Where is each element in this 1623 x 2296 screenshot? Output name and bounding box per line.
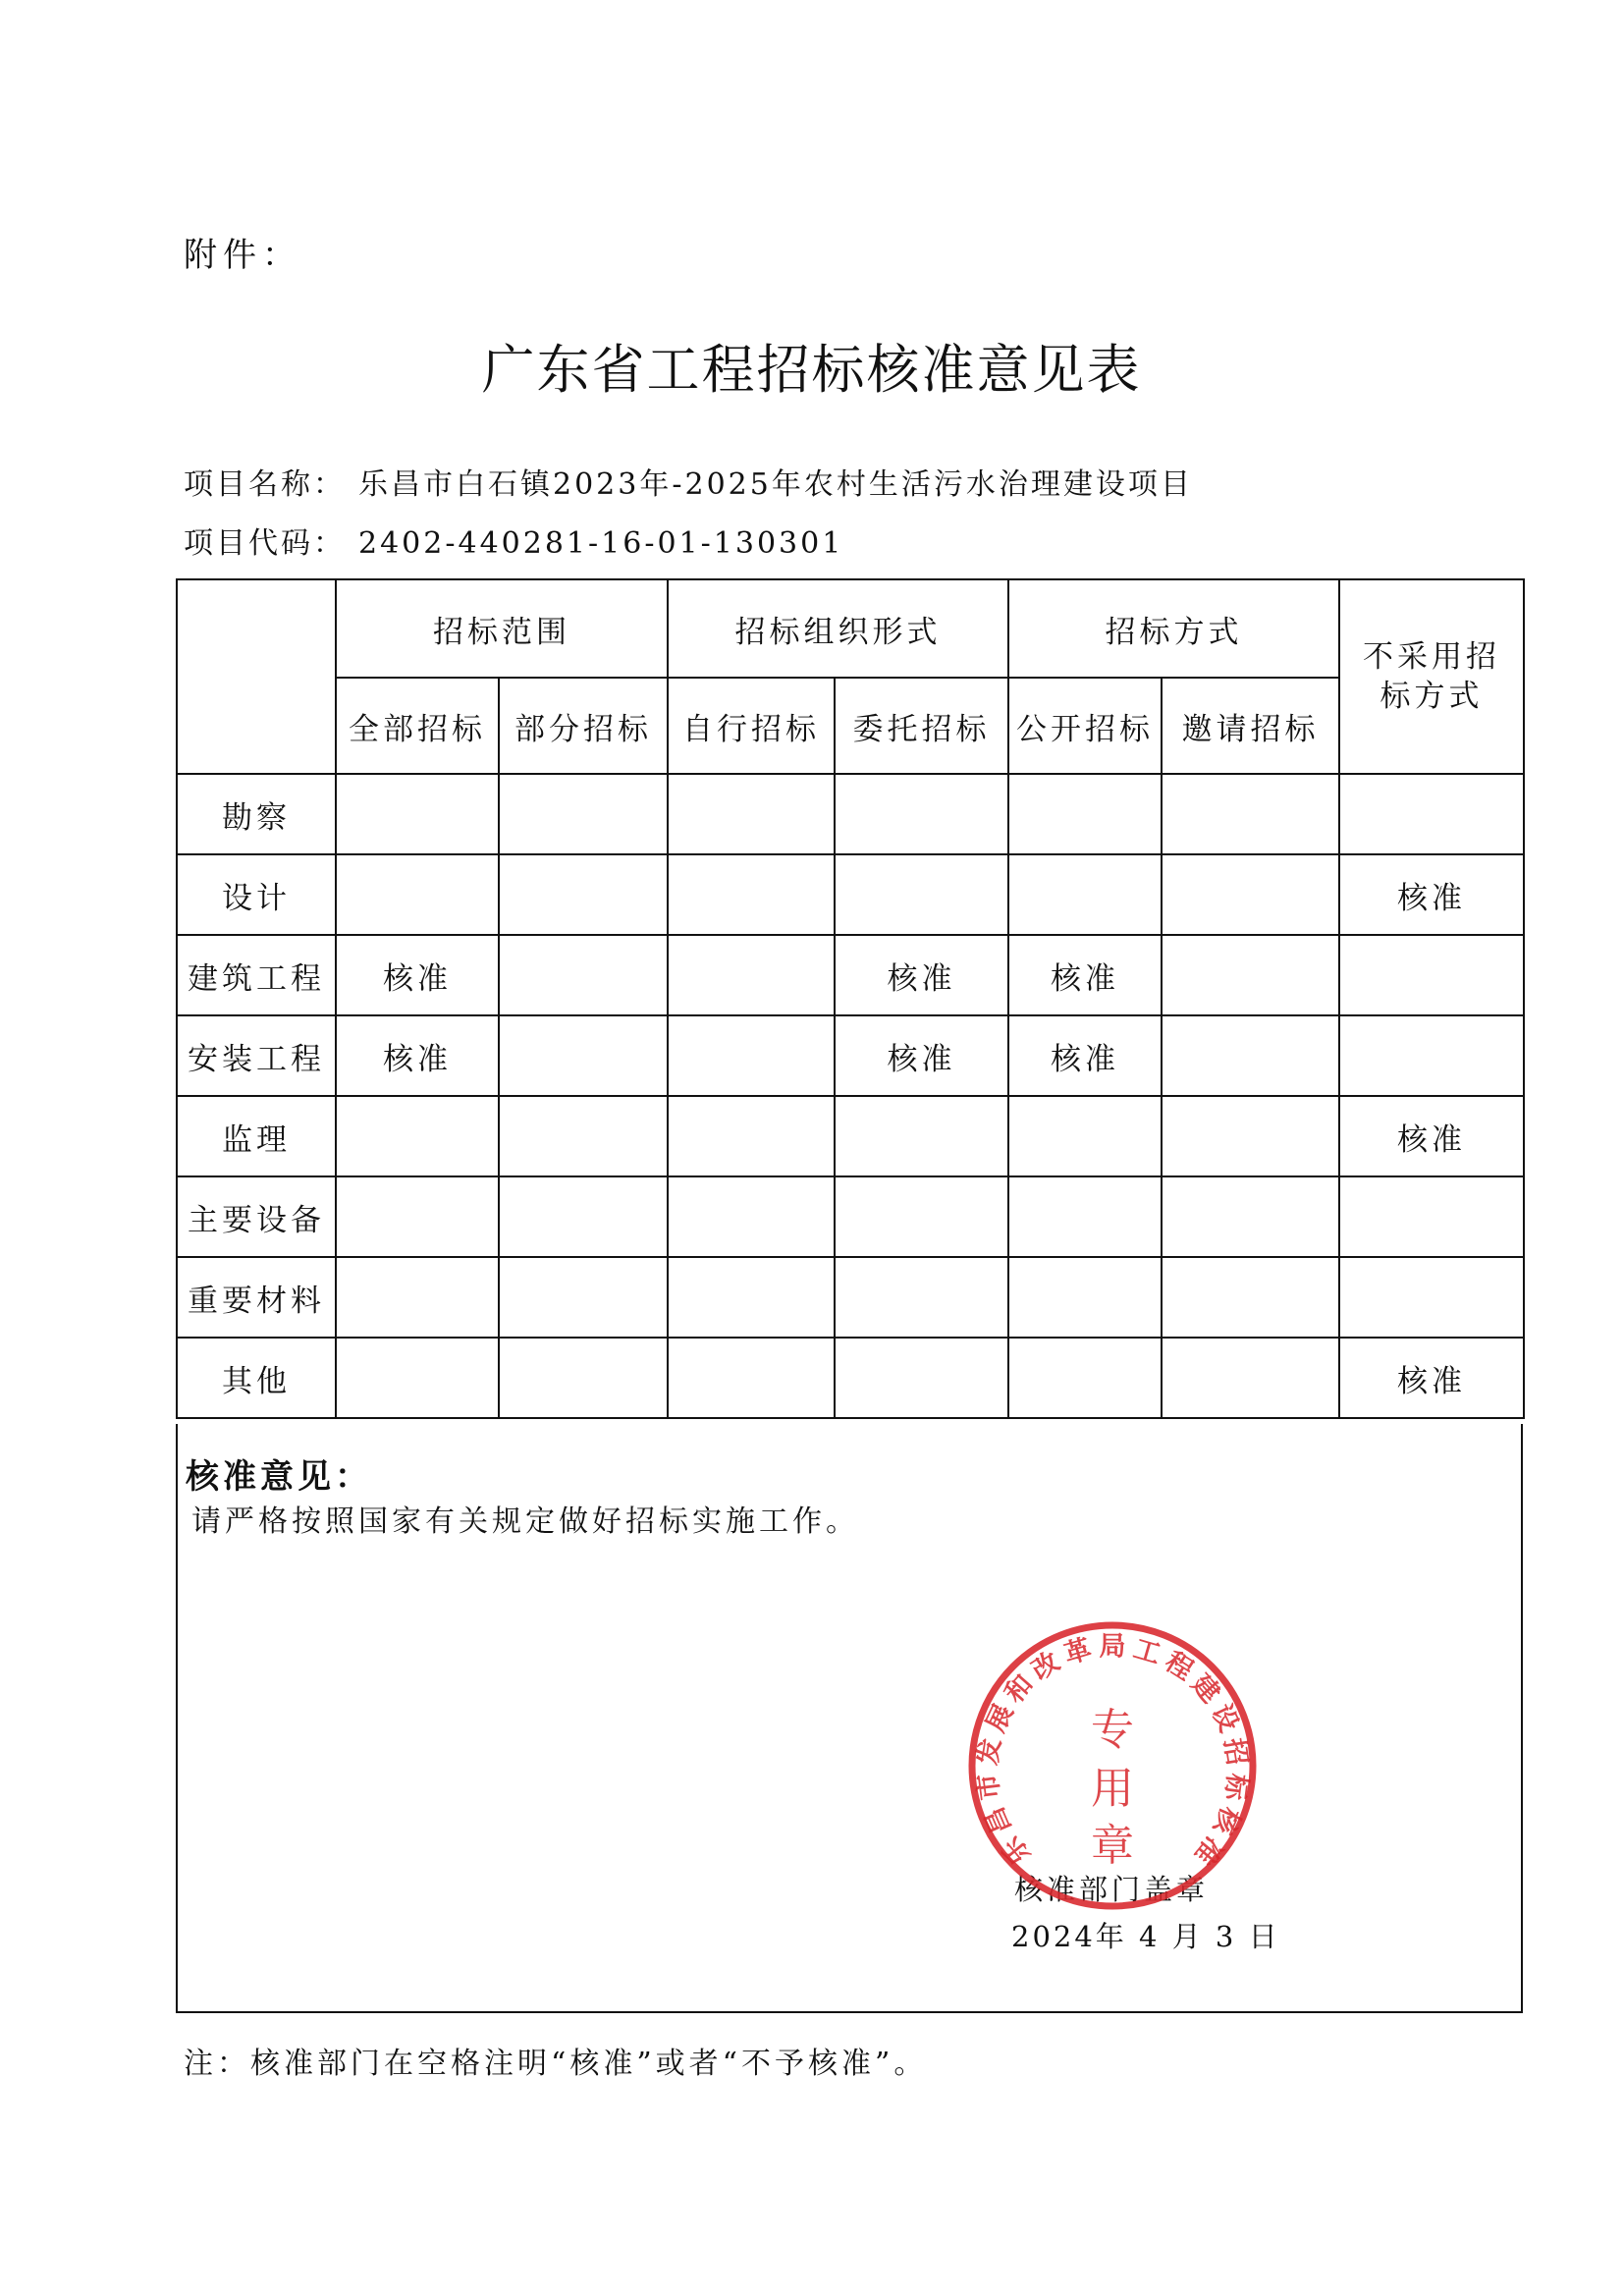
opinion-title: 核准意见：: [186, 1457, 372, 1497]
cell-invited-tender: [1162, 1176, 1339, 1257]
table-row: [177, 854, 1524, 935]
cell-entrusted: [835, 1096, 1008, 1176]
seal-center-char-1: 专: [1091, 1705, 1134, 1755]
cell-partial-tender: [499, 1257, 668, 1338]
project-name-row: [184, 460, 1193, 503]
cell-partial-tender: [499, 854, 668, 935]
cell-partial-tender: [499, 1015, 668, 1096]
cell-self-organized: [668, 1015, 835, 1096]
cell-invited-tender: [1162, 854, 1339, 935]
row-label: 监理: [177, 1096, 336, 1176]
cell-full-tender: [336, 774, 499, 854]
cell-not-adopted: [1339, 1015, 1524, 1096]
cell-invited-tender: [1162, 1015, 1339, 1096]
cell-not-adopted: [1339, 1257, 1524, 1338]
cell-entrusted: [835, 1257, 1008, 1338]
row-label: 重要材料: [177, 1257, 336, 1338]
cell-full-tender: [336, 1257, 499, 1338]
row-label: 建筑工程: [177, 935, 336, 1015]
cell-full-tender: [336, 854, 499, 935]
table-row: [177, 935, 1524, 1015]
not-adopted-header-text: 不采用招标方式: [1363, 639, 1500, 714]
project-name-label: 项目名称：: [184, 467, 346, 502]
cell-self-organized: [668, 1176, 835, 1257]
cell-self-organized: [668, 774, 835, 854]
official-seal: [965, 1618, 1260, 1913]
project-code-label: 项目代码：: [184, 526, 346, 561]
subheader-partial-tender: 部分招标: [499, 678, 668, 774]
cell-entrusted: [835, 774, 1008, 854]
cell-partial-tender: [499, 1176, 668, 1257]
cell-full-tender: [336, 1176, 499, 1257]
cell-open-tender: [1008, 774, 1162, 854]
cell-not-adopted: [1339, 1176, 1524, 1257]
footnote: 注：核准部门在空格注明“核准”或者“不予核准”。: [184, 2047, 928, 2081]
row-label: 设计: [177, 854, 336, 935]
cell-invited-tender: [1162, 774, 1339, 854]
cell-open-tender: [1008, 1257, 1162, 1338]
cell-not-adopted: 核准: [1339, 1338, 1524, 1418]
cell-invited-tender: [1162, 1338, 1339, 1418]
cell-open-tender: 核准: [1008, 1015, 1162, 1096]
corner-cell: [177, 579, 336, 774]
cell-self-organized: [668, 854, 835, 935]
seal-ring-text: 乐昌市发展和改革局工程建设招标核准: [972, 1631, 1253, 1871]
table-row: [177, 1176, 1524, 1257]
subheader-self-organized: 自行招标: [668, 678, 835, 774]
cell-self-organized: [668, 1257, 835, 1338]
not-adopted-header: [1339, 579, 1524, 774]
seal-center-char-2: 用: [1091, 1764, 1134, 1814]
cell-self-organized: [668, 1096, 835, 1176]
row-label: 其他: [177, 1338, 336, 1418]
cell-entrusted: 核准: [835, 935, 1008, 1015]
table-row: [177, 1257, 1524, 1338]
cell-entrusted: 核准: [835, 1015, 1008, 1096]
table-row: [177, 774, 1524, 854]
subheader-invited-tender: 邀请招标: [1162, 678, 1339, 774]
group-header-organization: 招标组织形式: [668, 579, 1008, 678]
approval-dept-stamp-label: 核准部门盖章: [1014, 1873, 1210, 1906]
table-row: [177, 1096, 1524, 1176]
project-name-value: 乐昌市白石镇2023年-2025年农村生活污水治理建设项目: [358, 467, 1193, 502]
cell-self-organized: [668, 935, 835, 1015]
subheader-full-tender: 全部招标: [336, 678, 499, 774]
seal-center-char-3: 章: [1091, 1821, 1134, 1871]
project-code-value: 2402-440281-16-01-130301: [358, 526, 844, 561]
table-row: [177, 1338, 1524, 1418]
cell-full-tender: 核准: [336, 935, 499, 1015]
table-row: [177, 1015, 1524, 1096]
form-title: 广东省工程招标核准意见表: [481, 339, 1142, 401]
cell-invited-tender: [1162, 935, 1339, 1015]
project-code-row: [184, 519, 843, 562]
cell-self-organized: [668, 1338, 835, 1418]
cell-not-adopted: [1339, 935, 1524, 1015]
cell-partial-tender: [499, 1096, 668, 1176]
cell-full-tender: 核准: [336, 1015, 499, 1096]
approval-date: 2024年 4 月 3 日: [1011, 1920, 1280, 1953]
row-label: 安装工程: [177, 1015, 336, 1096]
cell-partial-tender: [499, 774, 668, 854]
cell-open-tender: [1008, 1338, 1162, 1418]
row-label: 主要设备: [177, 1176, 336, 1257]
group-header-scope: 招标范围: [336, 579, 668, 678]
cell-entrusted: [835, 1176, 1008, 1257]
cell-invited-tender: [1162, 1257, 1339, 1338]
cell-invited-tender: [1162, 1096, 1339, 1176]
cell-entrusted: [835, 1338, 1008, 1418]
row-label: 勘察: [177, 774, 336, 854]
cell-open-tender: 核准: [1008, 935, 1162, 1015]
cell-entrusted: [835, 854, 1008, 935]
cell-open-tender: [1008, 1096, 1162, 1176]
attachment-label: 附件：: [184, 236, 301, 275]
group-header-method: 招标方式: [1008, 579, 1339, 678]
subheader-entrusted: 委托招标: [835, 678, 1008, 774]
cell-open-tender: [1008, 1176, 1162, 1257]
cell-not-adopted: 核准: [1339, 854, 1524, 935]
cell-full-tender: [336, 1096, 499, 1176]
cell-partial-tender: [499, 935, 668, 1015]
opinion-box: [176, 1424, 1523, 2013]
cell-not-adopted: 核准: [1339, 1096, 1524, 1176]
cell-not-adopted: [1339, 774, 1524, 854]
subheader-open-tender: 公开招标: [1008, 678, 1162, 774]
cell-open-tender: [1008, 854, 1162, 935]
cell-full-tender: [336, 1338, 499, 1418]
cell-partial-tender: [499, 1338, 668, 1418]
approval-table: [176, 578, 1525, 1419]
opinion-text: 请严格按照国家有关规定做好招标实施工作。: [191, 1504, 859, 1539]
